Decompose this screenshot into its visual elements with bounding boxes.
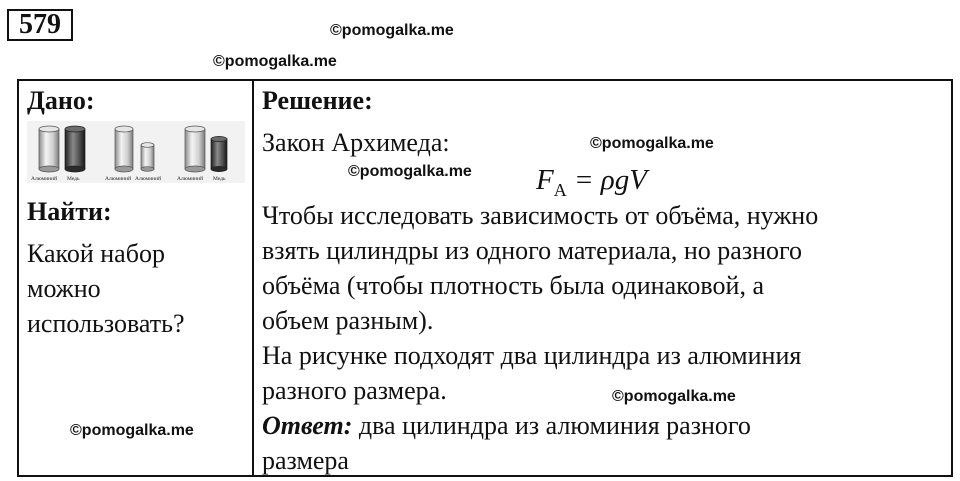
answer-line <box>262 408 818 443</box>
cylinder-copper-2 <box>211 136 227 171</box>
solution-header: Решение: <box>262 86 373 115</box>
answer-line: размера <box>262 446 349 475</box>
cylinder-copper-1 <box>65 126 85 172</box>
find-line: можно <box>27 274 101 303</box>
caption-copper-1: Медь <box>67 176 80 182</box>
watermark: ©pomogalka.me <box>348 163 472 180</box>
solution-line: объёма (чтобы плотность была одинаковой, а <box>262 271 764 300</box>
watermark: ©pomogalka.me <box>213 53 337 70</box>
solution-line: объем разным). <box>262 306 434 335</box>
given-header: Дано: <box>27 86 95 115</box>
caption-copper-2: Медь <box>213 176 226 182</box>
given-column <box>19 81 252 475</box>
watermark: ©pomogalka.me <box>70 422 194 439</box>
problem-number: 579 <box>7 9 73 41</box>
solution-line: разного размера. <box>262 376 447 405</box>
watermark: ©pomogalka.me <box>590 135 714 152</box>
solution-line: Чтобы исследовать зависимость от объёма, нужно <box>262 201 819 230</box>
formula-rest: = ρgV <box>566 164 647 196</box>
find-line: Какой набор <box>27 239 165 268</box>
caption-aluminium-1: Алюминий <box>31 176 58 182</box>
caption-aluminium-4: Алюминий <box>177 176 204 182</box>
law-label: Закон Архимеда: <box>262 128 450 157</box>
answer-label: Ответ: <box>262 411 353 440</box>
cylinders-illustration <box>27 121 245 183</box>
caption-aluminium-3: Алюминий <box>135 176 162 182</box>
formula-main: F <box>536 164 554 196</box>
caption-aluminium-2: Алюминий <box>105 176 132 182</box>
cylinder-aluminium-2 <box>115 126 133 172</box>
cylinder-aluminium-4 <box>185 126 205 172</box>
formula-subscript: А <box>553 179 567 200</box>
cylinder-aluminium-1 <box>39 126 59 172</box>
answer-text: два цилиндра из алюминия разного <box>352 411 751 440</box>
solution-line: На рисунке подходят два цилиндра из алюминия <box>262 341 802 370</box>
solution-table <box>17 79 953 477</box>
solution-line: взять цилиндры из одного материала, но разного <box>262 236 803 265</box>
watermark: ©pomogalka.me <box>330 22 454 39</box>
find-question <box>27 236 185 341</box>
solution-paragraph <box>262 198 818 478</box>
watermark: ©pomogalka.me <box>612 388 736 405</box>
find-line: использовать? <box>27 309 185 338</box>
archimedes-formula <box>536 164 647 201</box>
find-header: Найти: <box>27 197 112 226</box>
cylinder-aluminium-3 <box>141 143 154 172</box>
